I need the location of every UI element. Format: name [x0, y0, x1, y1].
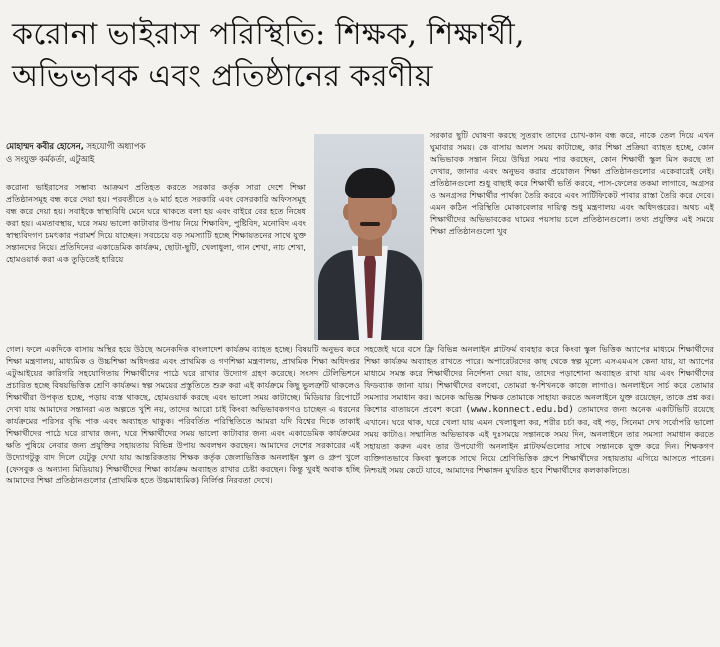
body-column-right-bottom — [364, 344, 714, 476]
website-link: (www.konnect.edu.bd) — [465, 404, 574, 415]
article-headline — [12, 14, 712, 98]
body-text-part-1: সহজেই ঘরে বসে ফ্রি বিভিন্ন অনলাইন প্লাটফর্ম ব্যবহার করে কিংবা স্কুল ভিত্তিক অ্যাপের মাধ্যমে শিক্ষার্থীদের শিক্ষা কার্যক্রম অব্যাহত রাখতে পারে। অপারেটরদের কাছ থেকে স্বল্প মূল্যে এসএমএস কেনা যায়, যা অ্যাপের মাধ্যমে সমস্ত করে শিক্ষার্থীদের নির্দেশনা দেয়া যায়, তাদের পড়াশোনা অব্যাহত রাখা যায় এবং শিক্ষার্থীদের ফিডব্যাক জানা যায়। শিক্ষার্থীদের বলবো, তোমরা স্ব-শিখনকে কাজে লাগাও। অনলাইনে সার্চ করে তোমার সমস্যার সমাধান কর। অনেক অভিজ্ঞ শিক্ষক তোমাকে সাহায্য করতে অনলাইনে যুক্ত রয়েছেন, তাকে প্রশ্ন কর। কিশোর বাতায়নে প্রবেশ করো — [364, 344, 714, 414]
body-text-part-2: তোমাদের জন্য অনেক একটিভিটি রয়েছে এখানে। ঘরে থাক, ঘরে খেলা যায় এমন খেলাধুলা কর, শরীর চর্চা কর, বই পড়, সিনেমা দেখ সর্বোপরি ভালো সময় কাটাও। সম্মানিত অভিভাবক এই দুঃসময়ে সন্তানকে সময় দিন, অনলাইনে তার সমস্যা সমাধান করতে সহায়তা করুন এবং তার উপযোগী অনলাইন প্লাটফর্মগুলোর সাথে সন্তানকে যুক্ত করে দিন। শিক্ষকগণ ব্যক্তিগতভাবে কিংবা স্কুলকে সাথে নিয়ে শ্রেণিভিত্তিক গ্রুপে শিক্ষার্থীদের সহায়তায় এগিয়ে আসতে পারেন। নিশ্চয়ই সময় কেটে যাবে, আমাদের শিক্ষাঙ্গন মুখরিত হবে শিক্ষার্থীদের কলকাকলিতে। — [364, 403, 714, 475]
body-column-left-bottom: গেল। ফলে একদিকে বাসায় অস্থির হয়ে উঠছে অনেকদিক বাংলাদেশ কার্যক্রম ব্যাহত হচ্ছে। বিষয়টি অনুভব করে শিক্ষা মন্ত্রণালয়, মাধ্যমিক ও উচ্চশিক্ষা অধিদপ্তর এবং প্রাথমিক ও গণশিক্ষা মন্ত্রণালয়, প্রাথমিক শিক্ষা অধিদপ্তর এটুআইয়ের কারিগরি সহযোগিতায় শিক্ষার্থীদের পাঠে ঘরে রাখার উদ্যোগ গ্রহণ করেছে। সংসদ টেলিভিশনে প্রচারিত হচ্ছে বিষয়ভিত্তিক শ্রেণি কার্যক্রম। স্বল্প সময়ের প্রস্তুতিতে শুরু করা এই কার্যক্রমে কিছু ভুলত্রুটি থাকলেও শিক্ষার্থীরা উপকৃত হচ্ছে, পড়ায় ব্যস্ত থাকছে, হোমওয়ার্ক করছে এবং ভালো সময় কাটাচ্ছে। মিডিয়ার রিপোর্টে দেখা যায় আমাদের সন্তানরা এত অল্পতে খুশি নয়, তাদের আরো চাই কিংবা অভিভাবকগণও চাচ্ছেন এ ধরনের কার্যক্রমের পরিসর বৃদ্ধি পাক এবং অব্যাহত থাকুক। পরিবর্তিত পরিস্থিতিতে আমরা যদি বিশ্বের দিকে তাকাই শিক্ষার্থীদের পাঠে ঘরে রাখার জন্য, ঘরে শিক্ষার্থীদের সময় ভালো কাটাবার জন্য এবং একাডেমিক কার্যক্রমের ক্ষতি পুষিয়ে নেবার জন্য প্রযুক্তির সহায়তায় বিভিন্ন উপায় অবলম্বন করছেন। আমাদের দেশের সরকারের এই উদ্যোগটুকু বাদ দিলে যেটুকু দেখা যায় আন্তরিকতায় শিক্ষক কর্তৃক জেলাভিত্তিক অনলাইন স্কুল ও গ্রুপ খুলে (ফেসবুক ও অন্যান্য মিডিয়ায়) শিক্ষার্থীদের শিক্ষা কার্যক্রম অব্যাহত রাখার চেষ্টা করছেন। কিন্তু খুবই অবাক হচ্ছি আমাদের শিক্ষা প্রতিষ্ঠানগুলোর (প্রাথমিক হতে উচ্চমাধ্যমিক) নির্লিপ্ত নিরবতা দেখে। — [6, 344, 360, 486]
author-name: মোহাম্মদ কবীর হোসেন, — [6, 141, 84, 151]
author-role-2: ও সংযুক্ত কর্মকর্তা, এটুআই — [6, 154, 95, 164]
author-role-1: সহযোগী অধ্যাপক — [86, 141, 146, 151]
author-photo — [314, 134, 424, 340]
body-column-left-top: করোনা ভাইরাসের সম্ভাব্য আক্রমণ প্রতিহত করতে সরকার কর্তৃক সারা দেশে শিক্ষা প্রতিষ্ঠানসমূহ বন্ধ করে দেয়া হয়। পরবর্তীতে ২৬ মার্চ হতে সরকারি এবং বেসরকারি অফিসসমূহ বন্ধ করে দেয়া হয়। সবাইকে স্বাস্থ্যবিধি মেনে ঘরে থাকতে বলা হয় এবং বাইরে বের হতে নিষেধ করা হয়। এমতাবস্থায়, ঘরে সময় ভালো কাটাবার উপায় নিয়ে শিক্ষাবিদ, পুষ্টিবিদ, মনোবিদ এবং স্বাস্থ্যবিদগণ চমৎকার পরামর্শ দিয়ে যাচ্ছেন। সবচেয়ে বড় সমস্যাটি হচ্ছে শিক্ষায়তনের সাথে যুক্ত সন্তানদের নিয়ে। প্রতিদিনের একাডেমিক কার্যক্রম, ছোটা-ছুটি, খেলাধুলা, গান শেখা, নাচ শেখা, হোমওয়ার্ক করা এক তুড়িতেই হারিয়ে — [6, 182, 306, 264]
headline-line-1: করোনা ভাইরাস পরিস্থিতি: শিক্ষক, শিক্ষার্থী, — [12, 17, 525, 52]
headline-line-2: অভিভাবক এবং প্রতিষ্ঠানের করণীয় — [12, 59, 433, 94]
author-byline — [6, 140, 306, 166]
body-column-right-top: সরকার ছুটি ঘোষণা করছে সুতরাং তাদের চোখ-কান বন্ধ করে, নাকে তেল দিয়ে এখন ঘুমাবার সময়। কে বাসায় অলস সময় কাটাচ্ছে, কার শিক্ষা প্রক্রিয়া ব্যাহত হচ্ছে, কোন অভিভাবক সন্তান নিয়ে উদ্বিগ্ন সময় পার করছেন, কোন শিক্ষার্থী স্কুল মিস করছে তা দেখার, জানার এবং অনুভব করার প্রয়োজন শিক্ষা প্রতিষ্ঠানগুলোর একেবারেই নেই। প্রতিষ্ঠানগুলো শুধু বাছাই করে শিক্ষার্থী ভর্তি করবে, পাস-ফেলের তকমা লাগাবে, অগ্রসর ও অনগ্রসর শিক্ষার্থীর পার্থক্য তৈরি করবে এবং সার্টিফিকেট পাবার রাস্তা তৈরি করে দেবে। এমন কঠিন পরিস্থিতি মোকাবেলার দায়িত্ব শুধু মন্ত্রণালয় এবং অধিদপ্তরের। অথচ এই শিক্ষার্থীদের অভিভাবকের ঘামের পয়সায় চলে প্রতিষ্ঠানগুলো। তথ্য প্রযুক্তির এই সময়ে শিক্ষা প্রতিষ্ঠানগুলো খুব — [430, 130, 714, 236]
